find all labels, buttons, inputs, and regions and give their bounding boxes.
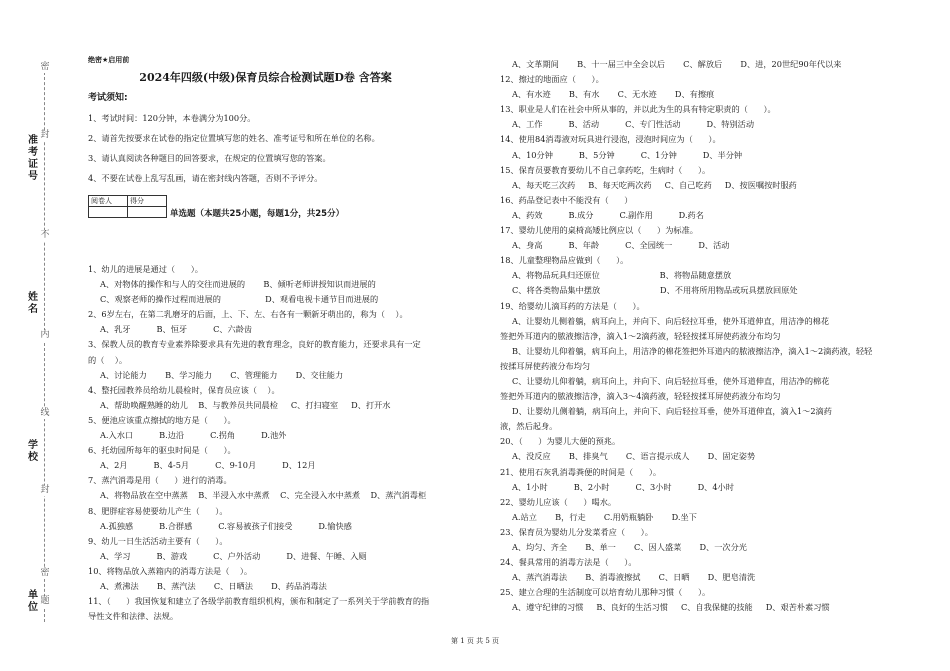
question-text: 10、将物品放入蒸箱内的消毒方法是（ ）。: [88, 565, 253, 576]
answer-options: B、让婴幼儿仰着躺，病耳向上，用洁净的棉花签把外耳道内的脓液擦洁净，滴入1～2滴药液，轻轻: [512, 345, 873, 356]
answer-options: A、2月 B、4-5月 C、9-10月 D、12月: [100, 460, 316, 471]
question-text: 签把外耳道内的脓液擦洁净，滴入3～4滴药液，轻轻按揉耳屏使药液分布均匀: [500, 391, 781, 402]
question-text: 11、（ ）我国恢复和建立了各级学前教育组织机构，颁布和制定了一系列关于学前教育的指: [88, 596, 430, 607]
answer-options: A、对物体的操作和与人的交往而进展的 B、倾听老师讲授知识而进展的: [100, 279, 376, 290]
answer-options: A、蒸汽消毒法 B、消毒液擦拭 C、日晒 D、肥皂清洗: [512, 572, 756, 583]
answer-options: A、乳牙 B、恒牙 C、六龄齿: [100, 324, 253, 335]
question-text: 按揉耳屏使药液分布均匀: [500, 360, 591, 371]
answer-options: A、让婴幼儿侧着躺，病耳向上，并向下、向后轻拉耳垂，使外耳道伸直，用洁净的棉花: [512, 315, 830, 326]
answer-options: A、身高 B、年龄 C、全园统一 D、活动: [512, 240, 730, 251]
answer-options: A、煮沸法 B、蒸汽法 C、日晒法 D、药品消毒法: [100, 580, 327, 591]
answer-options: D、让婴幼儿侧着躺，病耳向上，并向下、向后轻拉耳垂，使外耳道伸直，滴入1～2滴药: [512, 406, 832, 417]
question-text: 23、保育员为婴幼儿分发菜肴应（ ）。: [500, 526, 653, 537]
notice-item: 4、不要在试卷上乱写乱画，请在密封线内答题，否则不予评分。: [88, 173, 323, 183]
secret-label: 绝密★启用前: [88, 56, 130, 64]
answer-options: C、将各类物品集中摆放 D、不用将所用物品或玩具摆放回原处: [512, 285, 798, 296]
answer-options: A.孤独感 B.合群感 C.容易被孩子们接受 D.愉快感: [100, 520, 352, 531]
admission-number-label: 准考证号: [28, 135, 38, 182]
notice-item: 1、考试时间：120分钟，本卷满分为100分。: [88, 113, 256, 123]
answer-options: A、每天吃三次药 B、每天吃两次药 C、自己吃药 D、按医嘱按时服药: [512, 179, 797, 190]
seal-mark: 线: [40, 408, 50, 418]
question-text: 18、儿童整理物品应做到（ ）。: [500, 255, 629, 266]
question-text: 4、整托园教养员给幼儿晨检时，保育员应该（ ）。: [88, 384, 280, 395]
score-box: [88, 195, 167, 218]
question-text: 5、便池应该重点擦拭的地方是（ ）。: [88, 414, 236, 425]
question-text: 20、（ ）为婴儿大便的预兆。: [500, 436, 621, 447]
notice-heading: 考试须知:: [88, 93, 128, 103]
question-text: 16、药品登记表中不能没有（ ）: [500, 194, 633, 205]
seal-mark: 内: [40, 330, 50, 340]
notice-item: 2、请首先按要求在试卷的指定位置填写您的姓名、准考证号和所在单位的名称。: [88, 133, 380, 143]
answer-options: A、均匀、齐全 B、单一 C、因人盛菜 D、一次分光: [512, 542, 747, 552]
question-text: 17、婴幼儿使用的桌椅高矮比例应以（ ）为标准。: [500, 225, 698, 236]
answer-options: C、观察老师的操作过程而进展的 D、观看电视卡通节目而进展的: [100, 294, 379, 305]
question-text: 21、使用石灰乳消毒粪便的时间是（ ）。: [500, 466, 662, 477]
answer-options: A、帮助唤醒熟睡的幼儿 B、与教养员共同晨检 C、打扫寝室 D、打开水: [100, 399, 391, 410]
answer-options: A、工作 B、活动 C、专门性活动 D、特别活动: [512, 119, 755, 130]
score-cell: 得分: [128, 196, 167, 207]
page-footer: 第 1 页 共 5 页: [450, 637, 500, 645]
question-text: 2、6岁左右，在第二乳磨牙的后面，上、下、左、右各有一颗新牙萌出的，称为（ ）。: [88, 309, 408, 320]
seal-mark: 密: [40, 62, 50, 72]
question-text: 1、幼儿的进展是通过（ ）。: [88, 264, 203, 274]
question-text: 22、婴幼儿应该（ ）喝水。: [500, 496, 617, 507]
question-text: 15、保育员要教育要幼儿不自己拿药吃，生病时（ ）。: [500, 164, 711, 175]
score-input-cell: [128, 207, 167, 218]
question-text: 13、职业是人们在社会中所从事的，并以此为生的具有特定职责的（ ）。: [500, 104, 776, 115]
left-column-header: [88, 52, 483, 188]
grader-input-cell: [89, 207, 128, 218]
question-text: 9、幼儿一日生活活动主要有（ ）。: [88, 535, 228, 546]
answer-options: A、学习 B、游戏 C、户外活动 D、进餐、午睡、入厕: [100, 550, 367, 561]
question-text: 19、给婴幼儿滴耳药的方法是（ ）。: [500, 300, 645, 311]
answer-options: A、没反应 B、排臭气 C、语言提示成人 D、固定姿势: [512, 451, 756, 462]
answer-options: A、遵守纪律的习惯 B、良好的生活习惯 C、自我保健的技能 D、艰苦朴素习惯: [512, 602, 830, 613]
binding-margin: [0, 0, 70, 671]
notice-item: 3、请认真阅读各种题目的回答要求，在规定的位置填写您的答案。: [88, 153, 331, 163]
seal-mark: 封: [40, 130, 50, 140]
question-text: 7、蒸汽消毒是用（ ）进行的消毒。: [88, 475, 232, 486]
question-text: 12、擦过的地面应（ ）。: [500, 74, 604, 85]
answer-options: C、让婴幼儿仰着躺，病耳向上，并向下、向后轻拉耳垂，使外耳道伸直，用洁净的棉花: [512, 375, 830, 386]
seal-mark: 不: [40, 230, 50, 240]
question-text: 14、使用84消毒液对玩具进行浸泡，浸泡时间应为（ ）。: [500, 134, 721, 145]
section-heading: 单选题（本题共25小题，每题1分，共25分）: [170, 209, 345, 219]
left-questions: [88, 262, 488, 624]
seal-mark: 密: [40, 568, 50, 578]
question-text: 签把外耳道内的脓液擦洁净，滴入1～2滴药液，轻轻按揉耳屏使药液分布均匀: [500, 330, 781, 341]
answer-options: A、讨论能力 B、学习能力 C、管理能力 D、交往能力: [100, 369, 344, 380]
question-text: 的（ ）。: [88, 354, 128, 365]
question-text: 24、餐具常用的消毒方法是（ ）。: [500, 557, 637, 568]
answer-options: A、将物品玩具归还原位 B、将物品随意摆放: [512, 270, 732, 281]
answer-options: A、有水迹 B、有水 C、无水迹 D、有擦痕: [512, 89, 715, 100]
exam-title: 2024年四级(中级)保育员综合检测试题D卷 含答案: [139, 71, 392, 84]
answer-options: A、药效 B.成分 C.副作用 D.药名: [512, 209, 704, 220]
answer-options: A.入水口 B.边沿 C.拐角 D.池外: [100, 430, 287, 441]
question-text: 6、托幼园所每年的驱虫时间是（ ）。: [88, 445, 236, 456]
seal-line: [44, 62, 45, 622]
seal-mark: 题: [40, 596, 50, 606]
answer-options: A、10分钟 B、5分钟 C、1分钟 D、半分钟: [512, 149, 743, 160]
grader-cell: 阅卷人: [89, 196, 128, 207]
answer-options: A.站立 B，行走 C.用奶瓶躺卧 D.坐下: [512, 511, 697, 522]
question-text: 3、保教人员的教育专业素养除要求具有先进的教育理念，良好的教育能力，还要求具有一定: [88, 339, 421, 350]
seal-mark: 封: [40, 485, 50, 495]
answer-options: A、文革期间 B、十一届三中全会以后 C、解放后 D、进，20世纪90年代以来: [512, 59, 842, 69]
question-text: 液，然后起身。: [500, 421, 558, 432]
unit-label: 单位: [28, 590, 38, 613]
school-label: 学校: [28, 440, 38, 463]
question-text: 8、肥胖症容易使要幼儿产生（ ）。: [88, 505, 228, 516]
name-label: 姓名: [28, 292, 38, 315]
answer-options: A、将物品放在空中蒸蒸 B、半浸入水中蒸煮 C、完全浸入水中蒸煮 D、蒸汽消毒柜: [100, 490, 427, 501]
question-text: 25、建立合理的生活制度可以培育幼儿那种习惯（ ）。: [500, 587, 711, 598]
question-text: 导性文件和法律、法规。: [88, 611, 179, 622]
answer-options: A、1小时 B、2小时 C、3小时 D、4小时: [512, 481, 734, 492]
right-questions: [500, 57, 895, 615]
